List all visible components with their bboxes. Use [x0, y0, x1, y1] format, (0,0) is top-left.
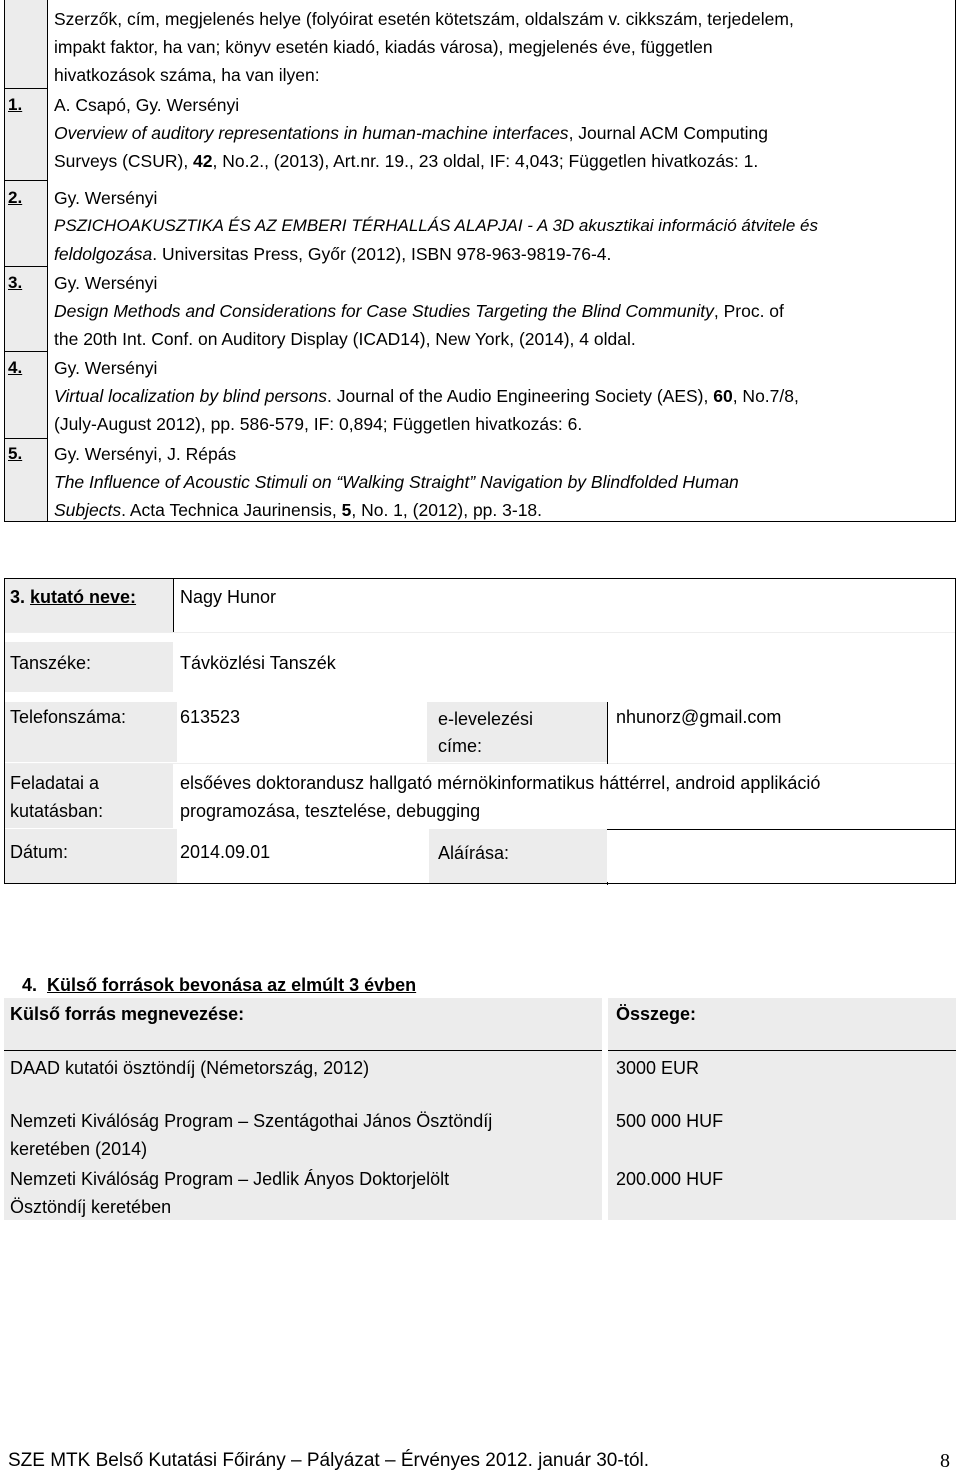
tasks-value: elsőéves doktorandusz hallgató mérnökinformatikus háttérrel, android applikáció: [180, 773, 821, 793]
external-source-name: Ösztöndíj keretében: [10, 1197, 172, 1217]
publication-venue: . Journal of the Audio Engineering Society (AES),: [327, 386, 714, 406]
external-heading: [22, 972, 416, 999]
external-source-name: Nemzeti Kiválóság Program – Jedlik Ányos Doktorjelölt: [10, 1169, 450, 1189]
publication-number: 5.: [8, 444, 23, 463]
details-text: . Acta Technica Jaurinensis,: [121, 500, 342, 520]
date-label: Dátum:: [10, 842, 69, 862]
intro-line: impakt faktor, ha van; könyv esetén kiadó, kiadás városa), megjelenés éve, független: [54, 37, 713, 57]
details-text: Surveys (CSUR),: [54, 151, 194, 171]
external-source-amount: 500 000 HUF: [616, 1111, 724, 1131]
department-label: Tanszéke:: [10, 653, 92, 673]
researcher-heading: [10, 584, 136, 611]
external-source-amount: 200.000 HUF: [616, 1169, 724, 1189]
email-value: nhunorz@gmail.com: [616, 707, 782, 727]
publication-authors: Gy. Wersényi: [54, 358, 158, 378]
heading-label: kutató neve:: [30, 587, 137, 607]
department-value: Távközlési Tanszék: [180, 653, 336, 673]
volume: 42: [193, 151, 213, 171]
email-label: címe:: [438, 736, 483, 756]
publication-number: 1.: [8, 95, 23, 114]
external-source-amount: 3000 EUR: [616, 1058, 700, 1078]
heading-number: 4.: [22, 975, 38, 995]
row-divider: [5, 351, 47, 352]
volume: 5: [341, 500, 352, 520]
cell-border: [5, 763, 955, 764]
publication-venue: , Proc. of: [713, 301, 784, 321]
publication-venue: , Journal ACM Computing: [568, 123, 768, 143]
publication-details: [54, 496, 542, 524]
header-divider: [608, 1050, 956, 1051]
publication-title: Virtual localization by blind persons: [54, 386, 328, 406]
heading-number: 3.: [10, 587, 31, 607]
publication-number: 2.: [8, 188, 23, 207]
publication-authors: Gy. Wersényi: [54, 273, 158, 293]
external-source-name: keretében (2014): [10, 1139, 148, 1159]
publication-details: (July-August 2012), pp. 586-579, IF: 0,894; Független hivatkozás: 6.: [54, 414, 583, 434]
details-text: . Universitas Press, Győr (2012), ISBN 978-963-9819-76-4.: [152, 244, 612, 264]
email-label: e-levelezési: [438, 709, 534, 729]
external-source-name: Nemzeti Kiválóság Program – Szentágothai János Ösztöndíj: [10, 1111, 493, 1131]
tasks-label: Feladatai a: [10, 773, 100, 793]
publication-title-line: [54, 297, 784, 325]
publication-authors: Gy. Wersényi: [54, 188, 158, 208]
footer-text: SZE MTK Belső Kutatási Főirány – Pályázat – Érvényes 2012. január 30-tól.: [8, 1450, 650, 1471]
heading-text: Külső források bevonása az elmúlt 3 évben: [47, 975, 417, 995]
publication-details: [54, 240, 611, 268]
publication-title: Subjects: [54, 500, 122, 520]
tasks-label: kutatásban:: [10, 801, 104, 821]
publication-title-line: [54, 382, 799, 410]
volume: 60: [713, 386, 733, 406]
publication-title: Overview of auditory representations in human-machine interfaces: [54, 123, 569, 143]
researcher-name: Nagy Hunor: [180, 587, 277, 607]
publication-title-line: [54, 119, 768, 147]
publication-authors: A. Csapó, Gy. Wersényi: [54, 95, 240, 115]
publication-details: the 20th Int. Conf. on Auditory Display (ICAD14), New York, (2014), 4 oldal.: [54, 329, 636, 349]
publication-authors: Gy. Wersényi, J. Répás: [54, 444, 237, 464]
signature-box: [607, 830, 954, 882]
row-divider: [5, 180, 47, 181]
signature-label: Aláírása:: [438, 843, 510, 863]
publication-number: 4.: [8, 358, 23, 377]
row-divider: [5, 438, 47, 439]
publication-title: feldolgozása: [54, 244, 153, 264]
publication-title: Design Methods and Considerations for Case Studies Targeting the Blind Community: [54, 301, 714, 321]
intro-line: Szerzők, cím, megjelenés helye (folyóirat esetén kötetszám, oldalszám v. cikkszám, terjedelem,: [54, 9, 794, 29]
details-text: , No.2., (2013), Art.nr. 19., 23 oldal, IF: 4,043; Független hivatkozás: 1.: [212, 151, 759, 171]
page-number: 8: [940, 1450, 950, 1472]
intro-line: hivatkozások száma, ha van ilyen:: [54, 65, 320, 85]
publication-title: PSZICHOAKUSZTIKA ÉS AZ EMBERI TÉRHALLÁS ALAPJAI - A 3D akusztikai információ átvitele és: [54, 216, 818, 235]
external-amount-header: Összege:: [616, 1004, 697, 1024]
date-value: 2014.09.01: [180, 842, 271, 862]
external-source-name: DAAD kutatói ösztöndíj (Németország, 2012): [10, 1058, 370, 1078]
value-cell: [177, 579, 955, 632]
phone-value: 613523: [180, 707, 241, 727]
publication-details: [54, 147, 758, 175]
header-divider: [4, 1050, 602, 1051]
publication-number: 3.: [8, 273, 23, 292]
tasks-value: programozása, tesztelése, debugging: [180, 801, 481, 821]
cell-border: [5, 632, 955, 633]
phone-label: Telefonszáma:: [10, 707, 127, 727]
external-name-header: Külső forrás megnevezése:: [10, 1004, 245, 1024]
row-divider: [5, 266, 47, 267]
cell-border: [173, 579, 174, 633]
cell-border: [607, 702, 608, 764]
row-divider: [5, 88, 47, 89]
publication-title: The Influence of Acoustic Stimuli on “Walking Straight” Navigation by Blindfolded Human: [54, 472, 739, 492]
details-text: , No. 1, (2012), pp. 3-18.: [351, 500, 543, 520]
details-text: , No.7/8,: [732, 386, 799, 406]
footer-rule: [0, 1442, 960, 1443]
